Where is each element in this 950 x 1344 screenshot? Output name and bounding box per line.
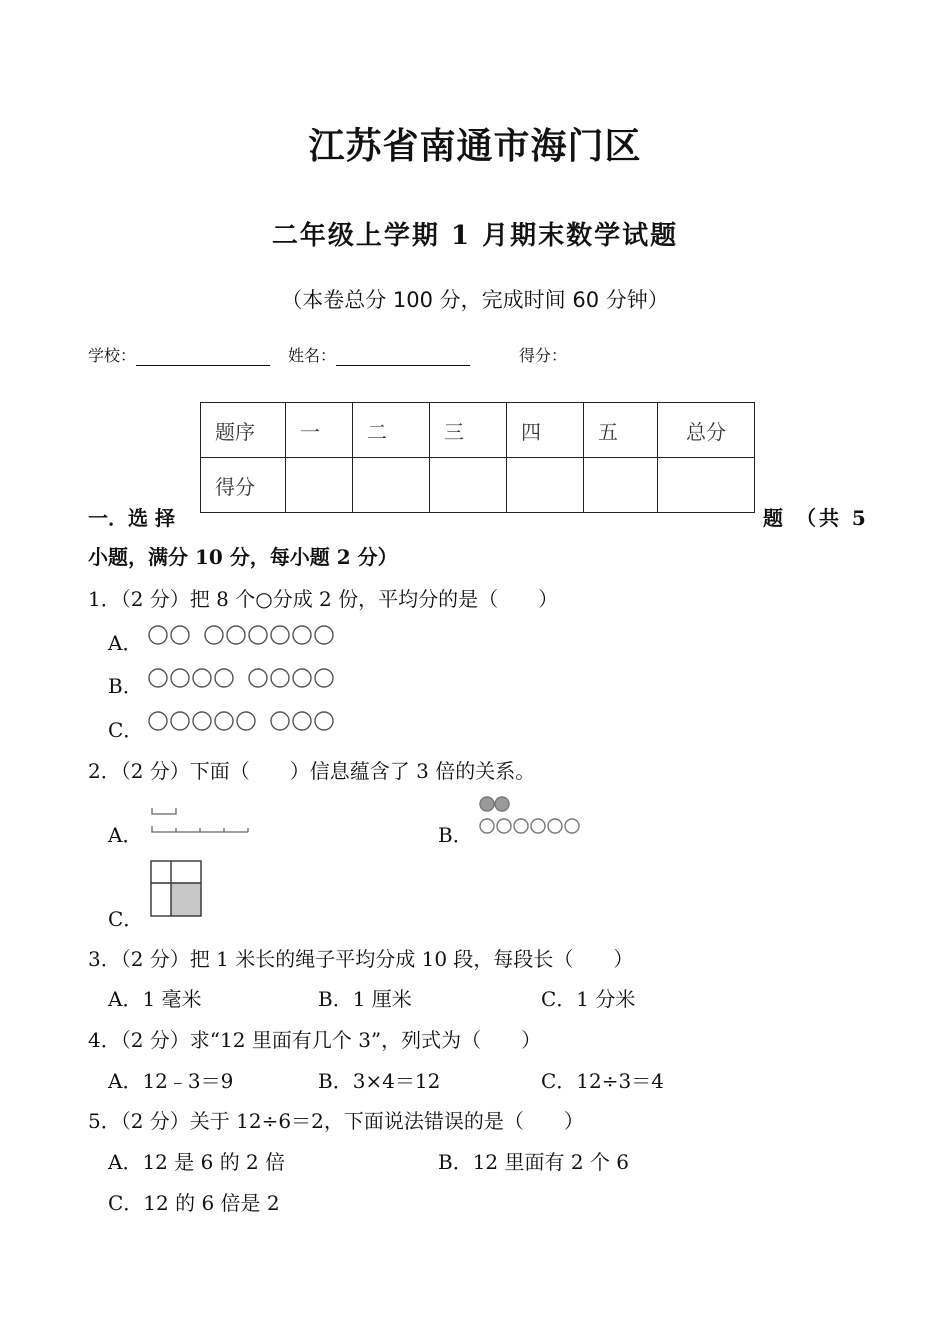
section1-heading-left: 一．选 择 (88, 506, 175, 530)
name-blank (336, 365, 470, 366)
score-table-empty-cell (286, 458, 353, 513)
question-4-stem: 4．（2 分）求“12 里面有几个 3”，列式为（ ） (88, 1028, 542, 1052)
circle-mark (480, 819, 494, 833)
q5-option-c: C．12 的 6 倍是 2 (108, 1191, 280, 1215)
q2-option-c-label: C． (108, 907, 144, 931)
score-label: 得分： (519, 346, 568, 365)
score-table-score-row (201, 458, 755, 513)
name-field (288, 343, 470, 366)
circle-mark (548, 819, 562, 833)
q1-option-a-circles (148, 624, 348, 646)
question-3-stem: 3．（2 分）把 1 米长的绳子平均分成 10 段，每段长（ ） (88, 947, 634, 971)
score-table-empty-cell (584, 458, 658, 513)
q5-option-a: A．12 是 6 的 2 倍 (108, 1150, 286, 1174)
circle-mark (237, 712, 255, 730)
circle-mark (249, 626, 267, 644)
circle-mark (495, 797, 509, 811)
score-table-cell: 三 (430, 403, 507, 458)
school-blank (136, 365, 270, 366)
score-table-cell: 四 (507, 403, 584, 458)
score-table-cell: 得分 (201, 458, 286, 513)
circle-mark (193, 712, 211, 730)
score-field (519, 343, 567, 366)
score-table-empty-cell (353, 458, 430, 513)
section1-heading-line2: 小题，满分 10 分，每小题 2 分） (88, 545, 398, 569)
question-2-stem: 2．（2 分）下面（ ）信息蕴含了 3 倍的关系。 (88, 759, 536, 783)
circle-mark (497, 819, 511, 833)
circle-mark (171, 669, 189, 687)
circle-mark (271, 669, 289, 687)
score-table (200, 402, 755, 513)
q1-option-b-circles (148, 667, 348, 689)
circle-mark (315, 712, 333, 730)
q3-option-c: C．1 分米 (541, 987, 636, 1011)
q1-option-c-circles (148, 710, 348, 732)
circle-mark (293, 669, 311, 687)
page-subtitle: 二年级上学期 1 月期末数学试题 (271, 221, 679, 251)
circle-mark (171, 712, 189, 730)
score-table-cell: 总分 (658, 403, 755, 458)
score-table-header-row (201, 403, 755, 458)
circle-mark (149, 712, 167, 730)
q4-option-b: B．3×4＝12 (318, 1069, 441, 1093)
q2-option-b-circles (478, 795, 588, 835)
score-table-empty-cell (507, 458, 584, 513)
q4-option-a: A．12﹣3＝9 (108, 1069, 234, 1093)
page-title: 江苏省南通市海门区 (308, 125, 642, 167)
circle-mark (480, 797, 494, 811)
q3-option-b: B．1 厘米 (318, 987, 412, 1011)
name-label: 姓名： (288, 346, 337, 365)
circle-mark (565, 819, 579, 833)
q2-option-c-square-diagram (150, 860, 204, 918)
circle-mark (531, 819, 545, 833)
score-table-empty-cell (430, 458, 507, 513)
score-table-empty-cell (658, 458, 755, 513)
score-table-cell: 五 (584, 403, 658, 458)
circle-mark (315, 626, 333, 644)
circle-mark (193, 669, 211, 687)
question-5-stem: 5．（2 分）关于 12÷6＝2，下面说法错误的是（ ） (88, 1109, 584, 1133)
q1-option-c-label: C． (108, 718, 144, 742)
circle-mark (227, 626, 245, 644)
q1-option-b-label: B． (108, 674, 143, 698)
circle-mark (293, 712, 311, 730)
school-field (88, 343, 270, 366)
circle-mark (315, 669, 333, 687)
score-table-cell: 二 (353, 403, 430, 458)
circle-mark (271, 626, 289, 644)
section1-heading-right: 题 （共 5 (763, 506, 869, 530)
q2-option-b-label: B． (438, 823, 473, 847)
circle-mark (149, 626, 167, 644)
circle-mark (514, 819, 528, 833)
q1-option-a-label: A． (108, 631, 143, 655)
score-table-cell: 一 (286, 403, 353, 458)
circle-mark (215, 712, 233, 730)
circle-mark (249, 669, 267, 687)
q3-option-a: A．1 毫米 (108, 987, 202, 1011)
exam-note: （本卷总分 100 分，完成时间 60 分钟） (281, 288, 669, 312)
school-label: 学校： (88, 346, 137, 365)
circle-mark (171, 626, 189, 644)
q2-option-a-segment-diagram (150, 804, 252, 836)
score-table-cell: 题序 (201, 403, 286, 458)
q2-option-a-label: A． (108, 823, 143, 847)
question-1-stem: 1．（2 分）把 8 个○分成 2 份，平均分的是（ ） (88, 587, 559, 611)
q5-option-b: B．12 里面有 2 个 6 (438, 1150, 630, 1174)
circle-mark (205, 626, 223, 644)
q4-option-c: C．12÷3＝4 (541, 1069, 664, 1093)
circle-mark (293, 626, 311, 644)
circle-mark (271, 712, 289, 730)
circle-mark (215, 669, 233, 687)
circle-mark (149, 669, 167, 687)
